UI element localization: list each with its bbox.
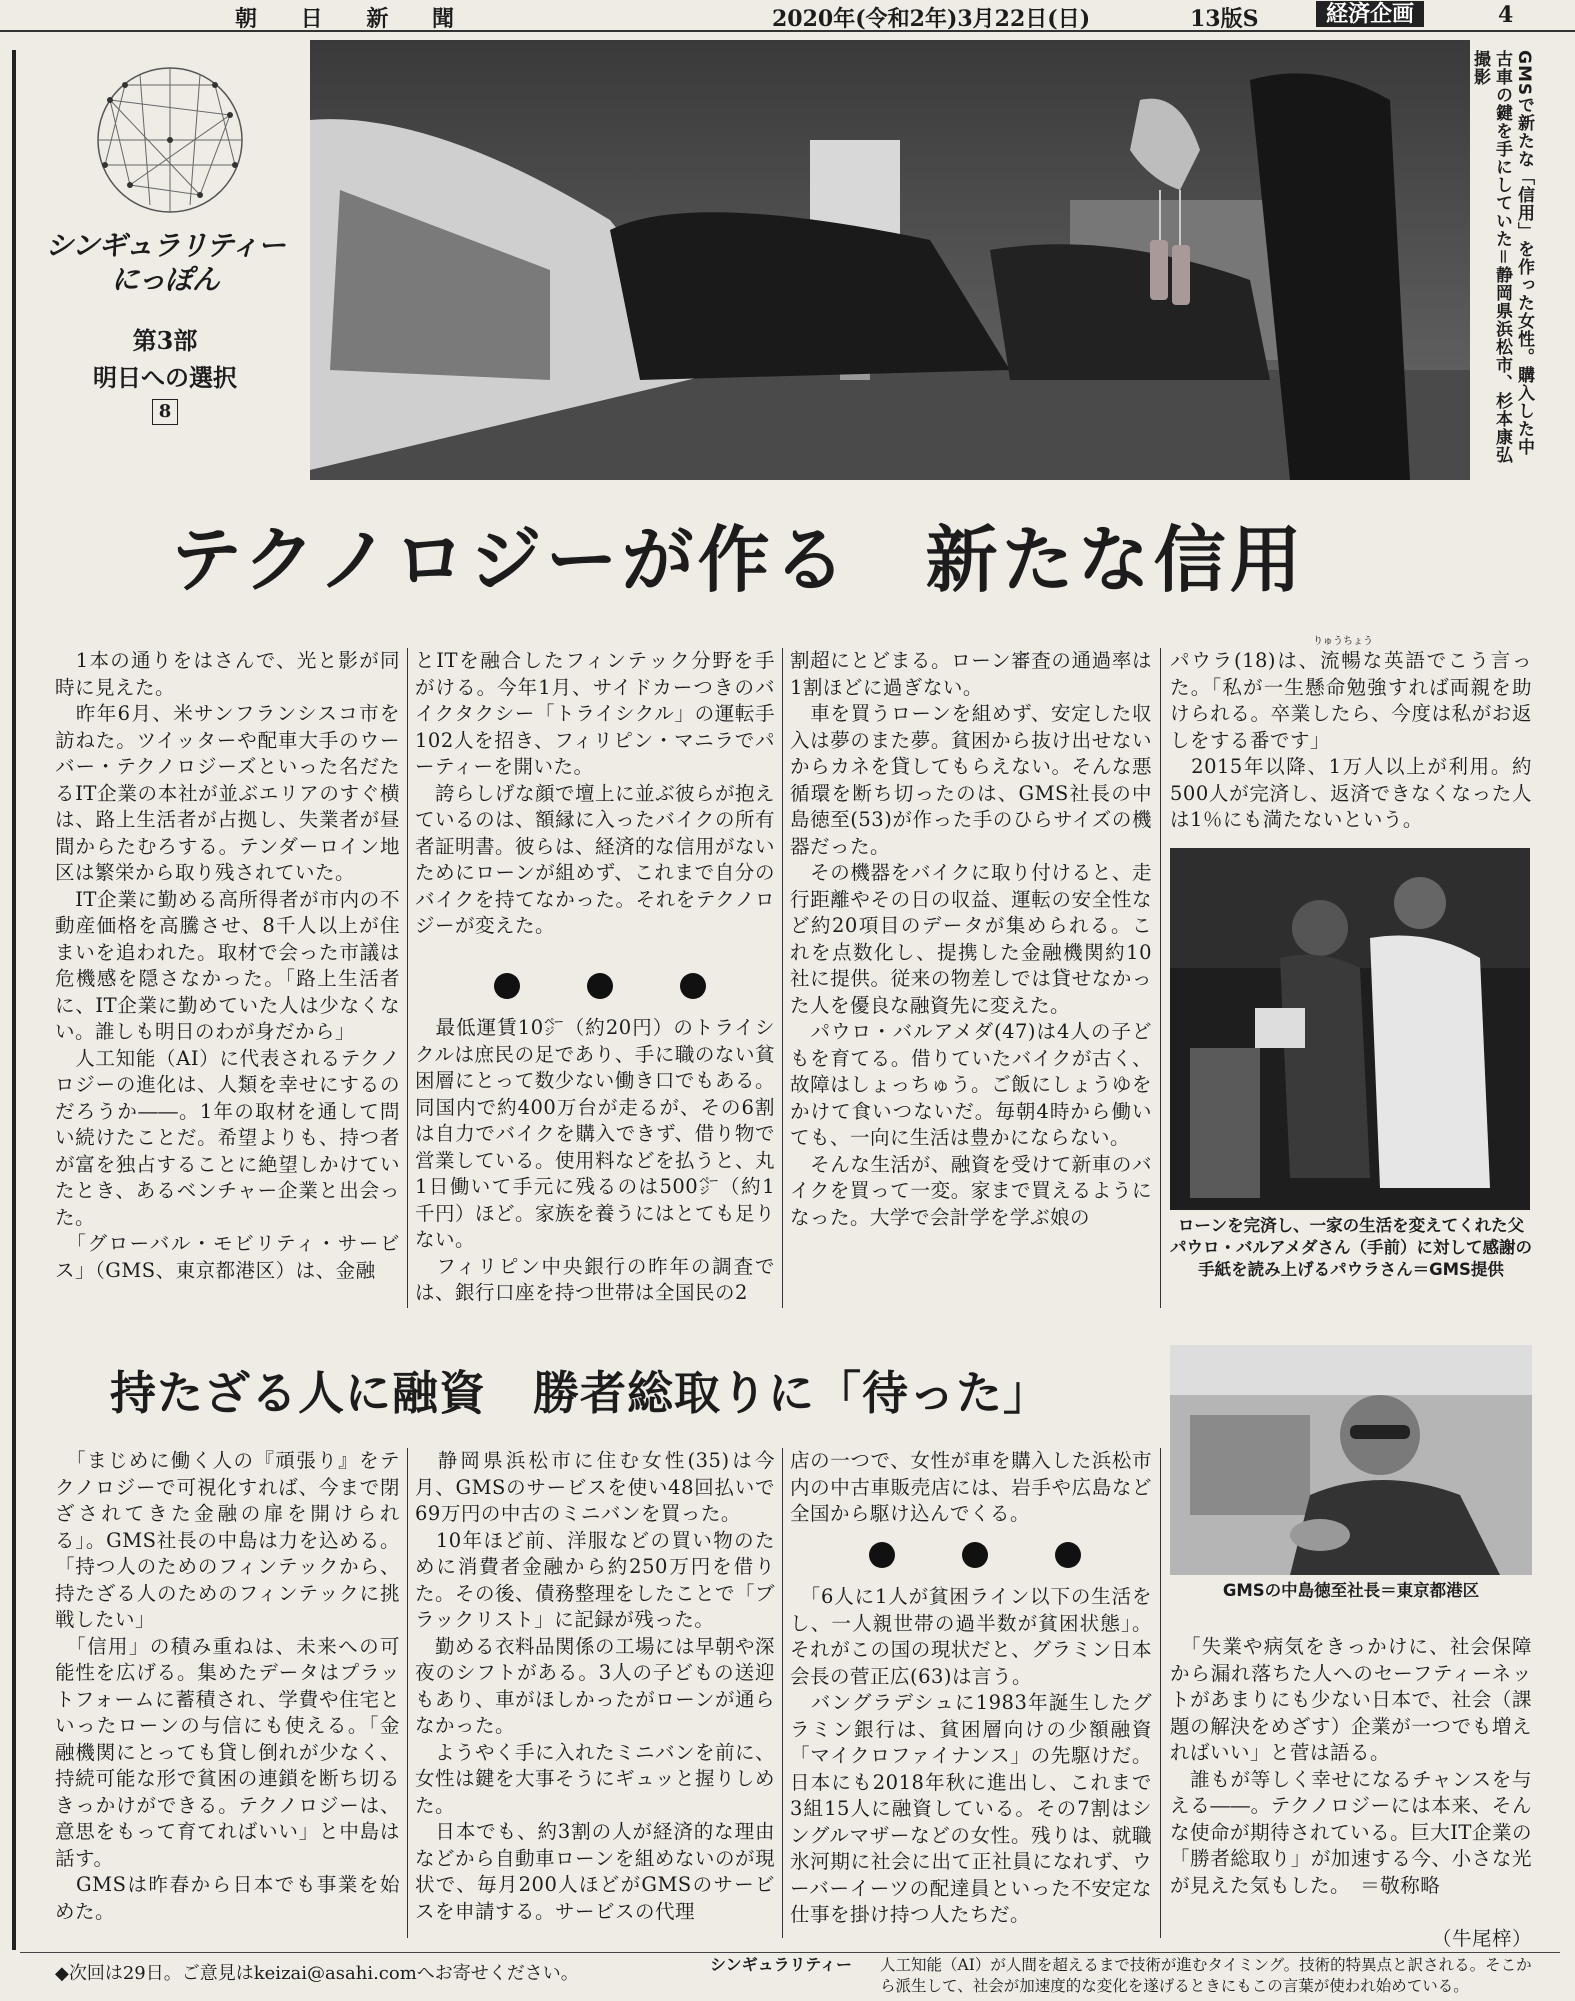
article-column-3: 割超にとどまる。ローン審査の通過率は1割ほどに過ぎない。 車を買うローンを組めず、安定した収入は夢のまた夢。貧困から抜け出せないからカネを貸してもらえない。そんな悪循環を断ち切ったのは、GMS社長の中島徳至(53)が作った手のひらサイズの機器だった。 その機器をバイクに取り付けると、走行距離やその日の収益、運転の安全性など約20項目のデータが集められる。これを点数化し、提携した金融機関約10社に提供。従来の物差しでは貸せなかった人を優良な融資先に変えた。 パウロ・バルアメダ(47)は4人の子どもを育てる。借りていたバイクが古く、故障はしょっちゅう。ご飯にしょうゆをかけて食いつないだ。毎朝4時から働いても、一向に生活は豊かにならない。 そんな生活が、融資を受けて新車のバイクを買って一変。家まで買えるようになった。大学で会計学を学ぶ娘の bbox=[790, 649, 1152, 1229]
column-divider bbox=[782, 1448, 783, 1938]
series-logo bbox=[30, 55, 300, 445]
footer-definition: 人工知能（AI）が人間を超えるまで技術が進むタイミング。技術的特異点と訳される。そこから派生して、社会が加速度的な変化を遂げるときにもこの言葉が使われ始めている。 bbox=[880, 1956, 1532, 1995]
edition: 13版S bbox=[1190, 6, 1259, 32]
lower-column-4: 「失業や病気をきっかけに、社会保障から漏れ落ちた人へのセーフティーネットがあまりにも少ない日本で、社会（課題の解決をめざす）企業が一つでも増えればいい」と菅は語る。 誰もが等しく幸せになるチャンスを与える――。テクノロジーには本来、そんな使命が期待されている。巨大IT企業の「勝者総取り」が加速する今、小さな光が見えた気もした。 ＝敬称略 bbox=[1170, 1635, 1532, 1897]
article-column-2-bottom: 最低運賃10㌻（約20円）のトライシクルは庶民の足であり、手に職のない貧困層にとって数少ない働き口でもある。同国内で約400万台が走るが、その6割は自力でバイクを購入できず、借り物で営業している。使用料などを払うと、丸1日働いて手元に残るのは500㌻（約1千円）ほど。家族を養うにはとても足りない。 フィリピン中央銀行の昨年の調査では、銀行口座を持つ世帯は全国民の2 bbox=[415, 1016, 776, 1304]
column-divider bbox=[1160, 648, 1161, 1308]
footer-term: シンギュラリティー bbox=[710, 1955, 853, 1974]
lower-column-3-bottom: 「6人に1人が貧困ライン以下の生活をし、一人親世帯の過半数が貧困状態」。それがこの国の現状だと、グラミン日本会長の菅正広(63)は言う。 バングラデシュに1983年誕生したグラミン銀行は、貧困層向けの少額融資「マイクロファイナンス」の先駆けだ。日本にも2018年秋に進出し、これまで3組15人に融資している。その7割はシングルマザーなどの女性。残りは、就職氷河期に社会に出て正社員になれず、ウーバーイーツの配達員といった不安定な仕事を掛け持つ人たちだ。 bbox=[790, 1585, 1152, 1926]
portrait-photo bbox=[1170, 1345, 1532, 1575]
column-divider bbox=[407, 1448, 408, 1938]
article-column-1: 1本の通りをはさんで、光と影が同時に見えた。 昨年6月、米サンフランシスコ市を訪ねた。ツイッターや配車大手のウーバー・テクノロジーズといった名だたるIT企業の本社が並ぶエリアのすぐ横は、路上生活者が占拠し、失業者が昼間からたむろする。テンダーロイン地区は繁栄から取り残されていた。 IT企業に勤める高所得者が市内の不動産価格を高騰させ、8千人以上が住まいを追われた。取材で会った市議は危機感を隠さなかった。「路上生活者に、IT企業に勤めていた人は少なくない。誰しも明日のわが身だから」 人工知能（AI）に代表されるテクノロジーの進化は、人類を幸せにするのだろうか――。1年の取材を通して問い続けたことだ。希望よりも、持つ者が富を独占することに絶望しかけていたとき、あるベンチャー企業と出会った。 「グローバル・モビリティ・サービス」（GMS、東京都港区）は、金融 bbox=[55, 649, 400, 1282]
lower-column-1: 「まじめに働く人の『頑張り』をテクノロジーで可視化すれば、今まで閉ざされてきた金融の扉を開けられる」。GMS社長の中島は力を込める。「持つ人のためのフィンテックから、持たざる人のためのフィンテックに挑戦したい」 「信用」の積み重ねは、未来への可能性を広げる。集めたデータはプラットフォームに蓄積され、学費や住宅といったローンの与信にも使える。「金融機関にとっても貸し倒れが少なく、持続可能な形で貧困の連鎖を断ち切るきっかけができる。テクノロジーは、意思をもって育てればいい」と中島は話す。 GMSは昨春から日本でも事業を始めた。 bbox=[55, 1449, 400, 1923]
byline: （牛尾梓） bbox=[1431, 1927, 1532, 1950]
nakajima-photo bbox=[1170, 1345, 1532, 1575]
globe-network-icon bbox=[30, 55, 300, 225]
section-break-dots bbox=[835, 1535, 1115, 1575]
lower-column-3-top: 店の一つで、女性が車を購入した浜松市内の中古車販売店には、岩手や広島など全国から駆け込んでくる。 bbox=[790, 1449, 1152, 1525]
series-subtitle: 明日への選択 bbox=[93, 363, 237, 392]
ruby-annotation: りゅうちょう bbox=[1313, 636, 1373, 647]
sub-headline: 持たざる人に融資 勝者総取りに「待った」 bbox=[110, 1366, 1050, 1420]
lower-column-2: 静岡県浜松市に住む女性(35)は今月、GMSのサービスを使い48回払いで69万円の中古のミニバンを買った。 10年ほど前、洋服などの買い物のために消費者金融から約250万円を借りた。その後、債務整理をしたことで「ブラックリスト」に記録が残った。 勤める衣料品関係の工場には早朝や深夜のシフトがある。3人の子どもの送迎もあり、車がほしかったがローンが通らなかった。 ようやく手に入れたミニバンを前に、女性は鍵を大事そうにギュッと握りしめた。 日本でも、約3割の人が経済的な理由などから自動車ローンを組めないのが現状で、毎月200人ほどがGMSのサービスを申請する。サービスの代理 bbox=[415, 1449, 776, 1923]
dot-icon bbox=[869, 1542, 895, 1568]
newspaper-name: 朝 日 新 聞 bbox=[235, 6, 472, 32]
dot-icon bbox=[680, 973, 706, 999]
article-column-4: パウラ(18)は、流暢な英語でこう言った。「私が一生懸命勉強すれば両親を助けられる。卒業したら、今度は私がお返しをする番です」 2015年以降、1万人以上が利用。約500人が完済し、返済できなくなった人は1％にも満たないという。 bbox=[1170, 649, 1532, 831]
article-column-2-top: とITを融合したフィンテック分野を手がける。今年1月、サイドカーつきのバイクタクシー「トライシクル」の運転手102人を招き、フィリピン・マニラでパーティーを開いた。 誇らしげな顔で壇上に並ぶ彼らが抱えているのは、額縁に入ったバイクの所有者証明書。彼らは、経済的な信用がないためにローンが組めず、これまで自分のバイクを持てなかった。それをテクノロジーが変えた。 bbox=[415, 649, 776, 937]
dot-icon bbox=[962, 1542, 988, 1568]
column-divider bbox=[407, 648, 408, 1308]
dot-icon bbox=[494, 973, 520, 999]
footer-rule bbox=[20, 1952, 1560, 1953]
series-number: 8 bbox=[152, 399, 178, 425]
stage-letter-photo bbox=[1170, 848, 1530, 1210]
section-break-dots bbox=[460, 966, 740, 1006]
issue-date: 2020年(令和2年)3月22日(日) bbox=[772, 6, 1091, 32]
top-photo-caption: GMSで新たな「信用」を作った女性。購入した中古車の鍵を手にしていた＝静岡県浜松市、杉本康弘撮影 bbox=[1470, 50, 1534, 464]
main-headline: テクノロジーが作る 新たな信用 bbox=[170, 517, 1306, 602]
column-divider bbox=[1160, 1448, 1161, 1938]
footer-next-issue: ◆次回は29日。ご意見はkeizai@asahi.comへお寄せください。 bbox=[55, 1963, 579, 1984]
column-divider bbox=[782, 648, 783, 1308]
page-number: 4 bbox=[1498, 2, 1514, 28]
dot-icon bbox=[587, 973, 613, 999]
nakajima-photo-caption: GMSの中島徳至社長＝東京都港区 bbox=[1222, 1581, 1480, 1600]
dot-icon bbox=[1055, 1542, 1081, 1568]
paula-photo bbox=[1170, 848, 1530, 1210]
left-rule bbox=[12, 50, 16, 1950]
paula-photo-caption: ローンを完済し、一家の生活を変えてくれた父パウロ・バルアメダさん（手前）に対して感謝の手紙を読み上げるパウラさん＝GMS提供 bbox=[1170, 1216, 1533, 1279]
top-photo bbox=[310, 40, 1470, 480]
series-title: シンギュラリティー にっぽん bbox=[45, 229, 285, 296]
section-label: 経済企画 bbox=[1316, 1, 1424, 27]
series-part: 第3部 bbox=[132, 326, 198, 355]
masthead bbox=[0, 0, 1575, 32]
car-keys-photo bbox=[310, 40, 1470, 480]
